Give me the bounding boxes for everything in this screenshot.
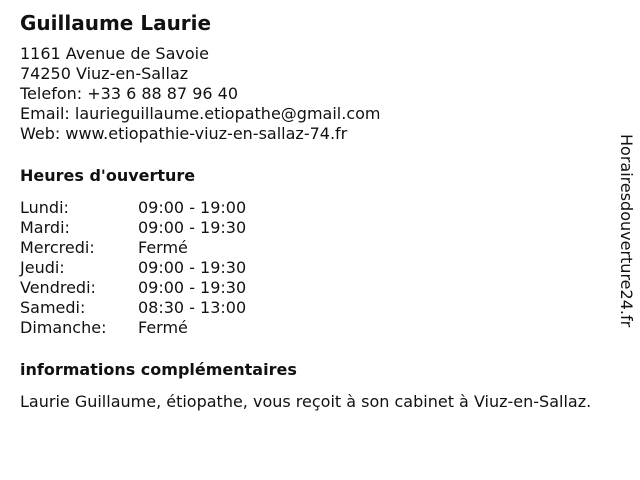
hours-value: 09:00 - 19:00	[138, 198, 247, 217]
hours-row-friday	[20, 278, 610, 298]
day-label: Mardi:	[20, 218, 70, 237]
day-label: Vendredi:	[20, 278, 96, 297]
business-card	[20, 10, 610, 412]
hours-value: 09:00 - 19:30	[138, 218, 247, 237]
hours-row-thursday	[20, 258, 610, 278]
additional-info-heading: informations complémentaires	[20, 360, 297, 379]
day-label: Jeudi:	[20, 258, 65, 277]
site-watermark: Horairesdouverture24.fr	[617, 134, 636, 328]
web-line: Web: www.etiopathie-viuz-en-sallaz-74.fr	[20, 124, 348, 143]
hours-row-monday	[20, 198, 610, 218]
opening-hours-table	[20, 198, 610, 338]
hours-row-tuesday	[20, 218, 610, 238]
hours-value: 09:00 - 19:30	[138, 258, 247, 277]
hours-row-wednesday	[20, 238, 610, 258]
day-label: Lundi:	[20, 198, 69, 217]
day-label: Mercredi:	[20, 238, 95, 257]
address-line-1: 1161 Avenue de Savoie	[20, 44, 209, 63]
hours-value: Fermé	[138, 318, 188, 337]
hours-value: Fermé	[138, 238, 188, 257]
hours-value: 09:00 - 19:30	[138, 278, 247, 297]
hours-value: 08:30 - 13:00	[138, 298, 247, 317]
hours-row-saturday	[20, 298, 610, 318]
day-label: Samedi:	[20, 298, 86, 317]
hours-row-sunday	[20, 318, 610, 338]
email-line: Email: laurieguillaume.etiopathe@gmail.com	[20, 104, 381, 123]
business-name: Guillaume Laurie	[20, 11, 212, 35]
phone-line: Telefon: +33 6 88 87 96 40	[20, 84, 239, 103]
address-line-2: 74250 Viuz-en-Sallaz	[20, 64, 189, 83]
day-label: Dimanche:	[20, 318, 107, 337]
opening-hours-heading: Heures d'ouverture	[20, 166, 196, 185]
additional-info-text: Laurie Guillaume, étiopathe, vous reçoit à son cabinet à Viuz-en-Sallaz.	[20, 392, 592, 411]
